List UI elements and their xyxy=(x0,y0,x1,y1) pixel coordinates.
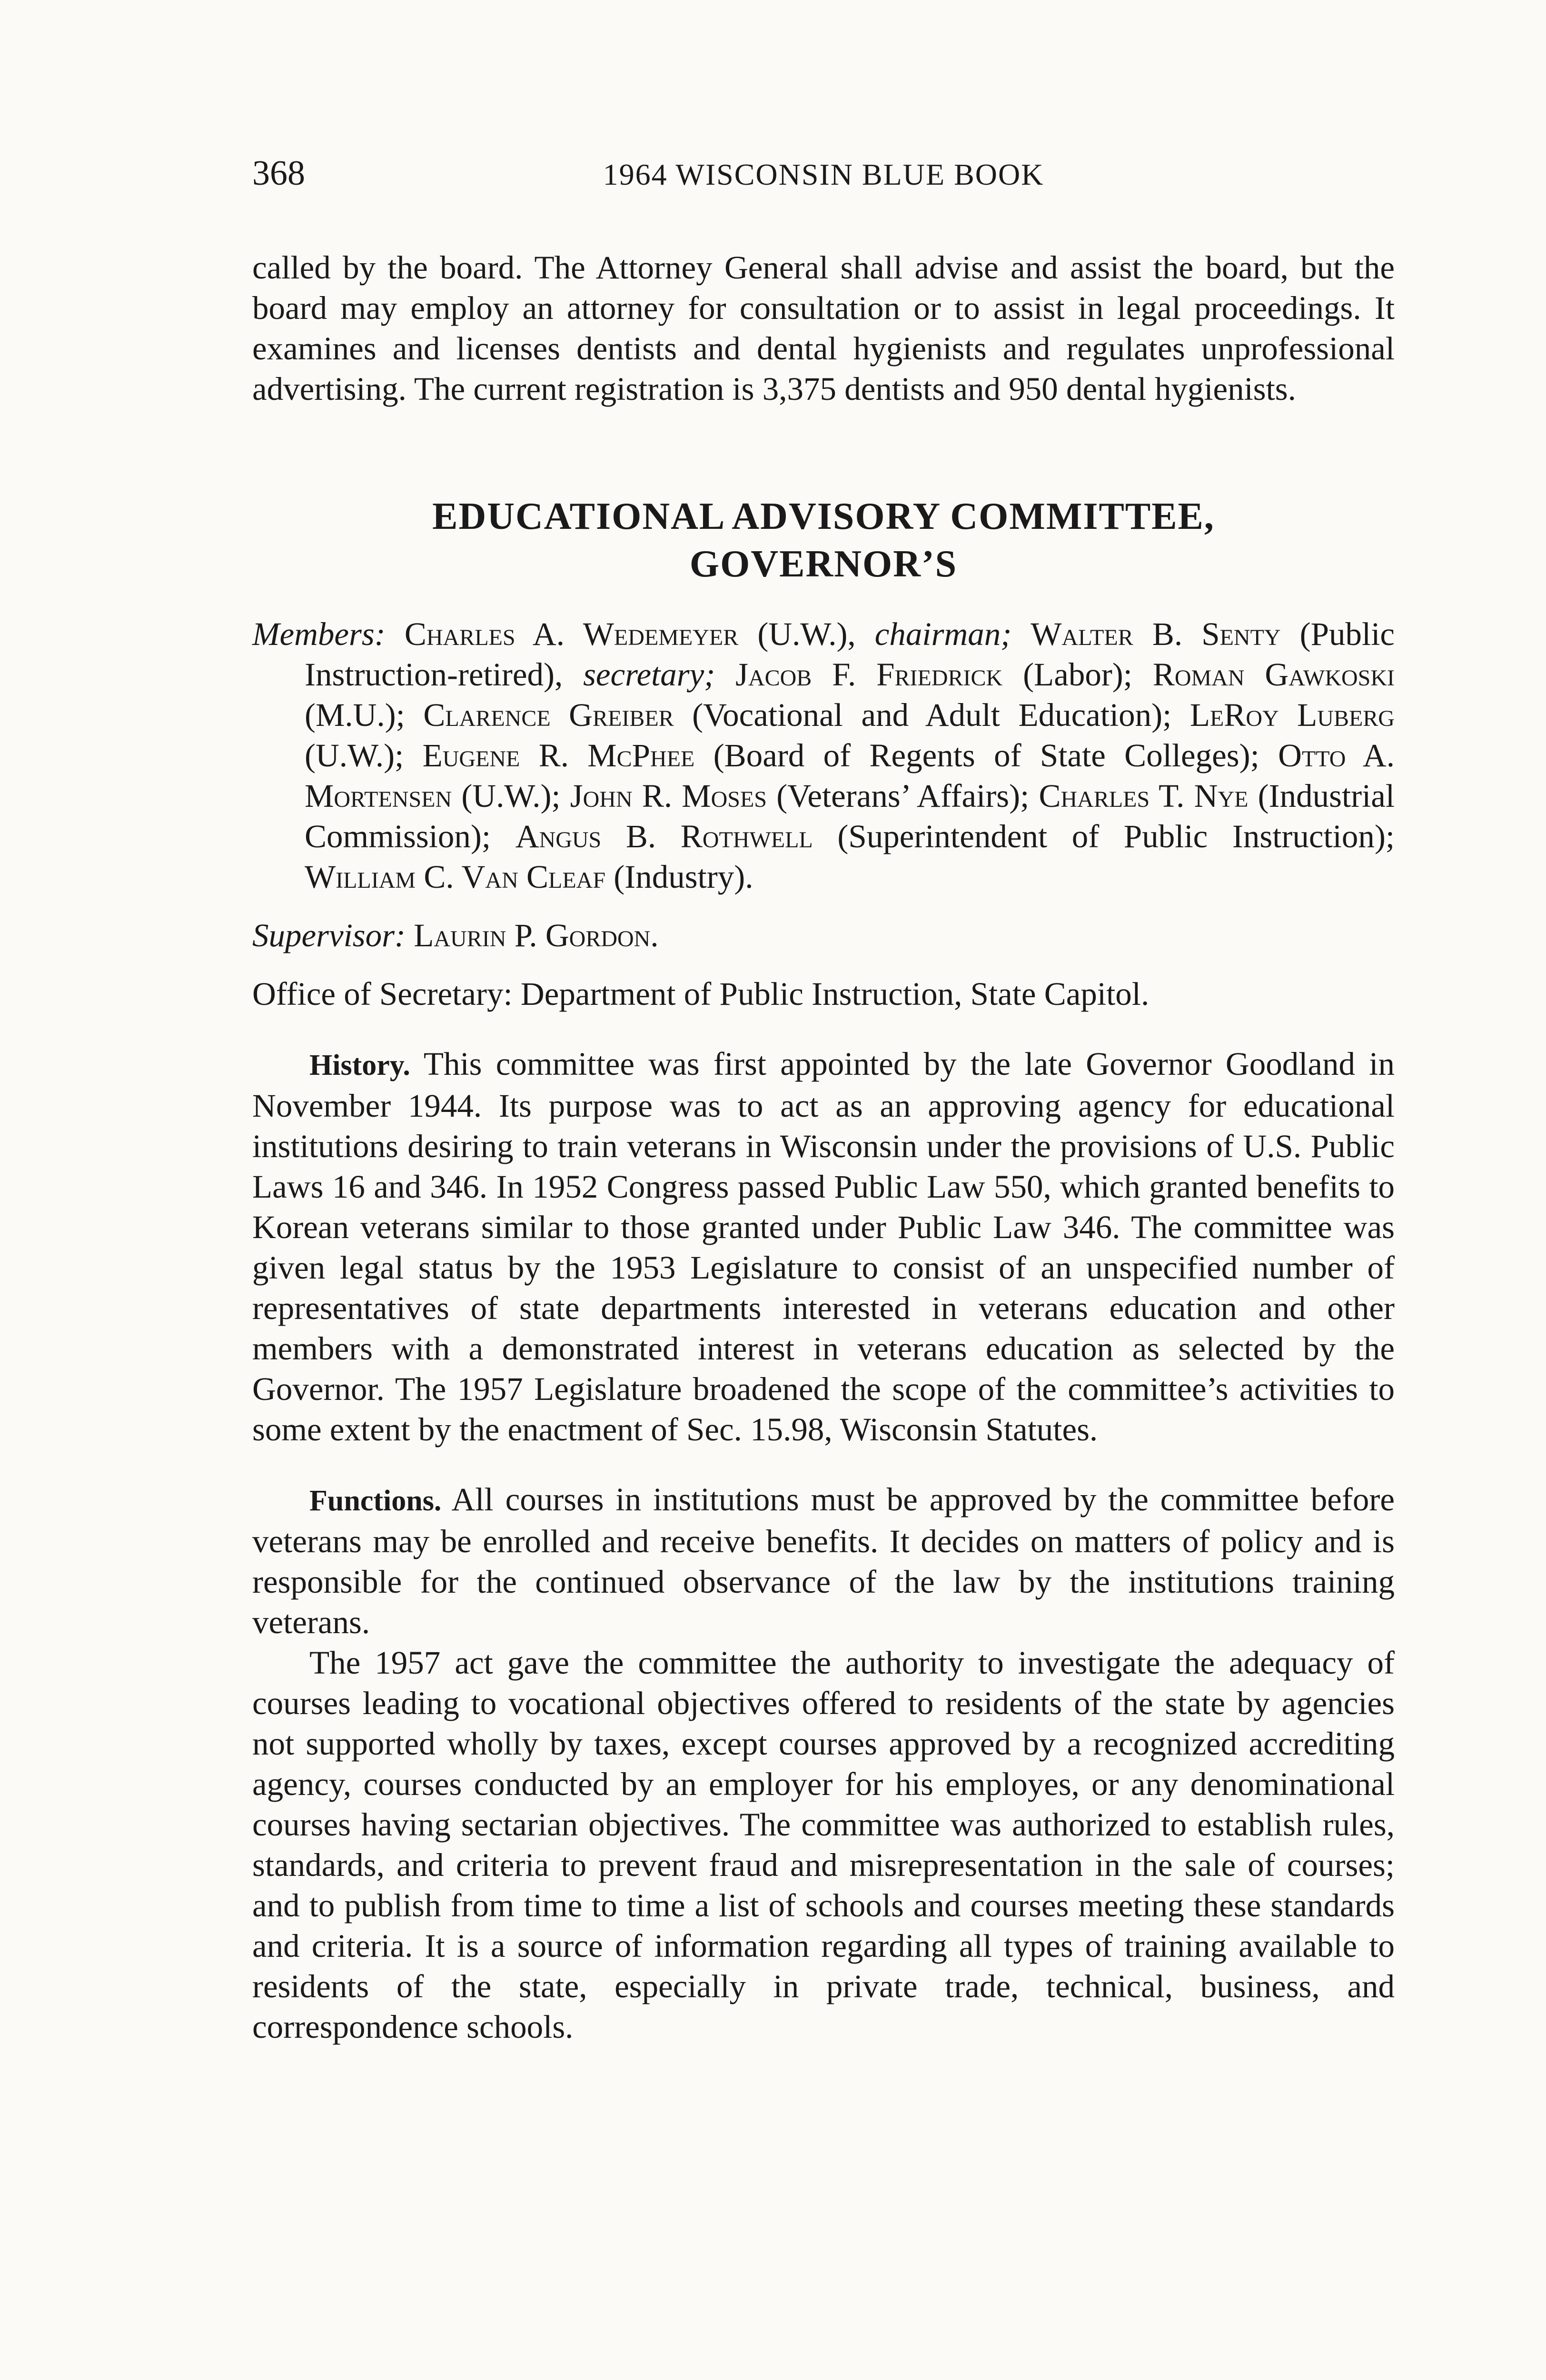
section-title-line1: EDUCATIONAL ADVISORY COMMITTEE, xyxy=(432,496,1215,537)
member-affiliation: (Industry). xyxy=(614,859,753,895)
member-name: Charles A. Wedemeyer xyxy=(404,616,739,652)
member-role: chairman; xyxy=(874,616,1012,652)
section-title-line2: GOVERNOR’S xyxy=(689,543,958,585)
member-affiliation: (U.W.), xyxy=(757,616,875,652)
member-name: William C. Van Cleaf xyxy=(305,859,606,895)
member-name: LeRoy Luberg xyxy=(1189,697,1395,733)
history-heading: History. xyxy=(309,1049,410,1081)
member-name: Charles T. Nye xyxy=(1039,778,1249,814)
member-name: Jacob F. Friedrick xyxy=(735,656,1003,693)
supervisor-label: Supervisor: xyxy=(252,917,406,953)
section-title xyxy=(252,493,1395,588)
supervisor-line xyxy=(252,915,1395,956)
member-affiliation: (M.U.); xyxy=(305,697,424,733)
members-paragraph xyxy=(252,614,1395,897)
functions-paragraph xyxy=(252,1479,1395,1643)
office-line: Office of Secretary: Department of Public Instruction, State Capitol. xyxy=(252,976,1150,1012)
member-name: Roman Gawkoski xyxy=(1152,656,1395,693)
supervisor-name: Laurin P. Gordon. xyxy=(414,917,659,953)
member-affiliation: (Veterans’ Affairs); xyxy=(776,778,1039,814)
member-name: John R. Moses xyxy=(570,778,767,814)
member-name: Otto A. Mortensen xyxy=(305,737,1395,814)
member-name: Clarence Greiber xyxy=(423,697,674,733)
history-text: This committee was first appointed by the late Governor Goodland in November 1944. Its purpose was to act as an approving agency for educational institutions desiring to train veterans in Wisconsin under the provisions of U.S. Public Laws 16 and 346. In 1952 Congress passed Public Law 550, which granted benefits to Korean veterans similar to those granted under Public Law 346. The committee was given legal status by the 1953 Legislature to consist of an unspecified number of representatives of state departments interested in veterans education and other members with a demonstrated interest in veterans education as selected by the Governor. The 1957 Legislature broadened the scope of the committee’s activities to some extent by the enactment of Sec. 15.98, Wisconsin Statutes. xyxy=(252,1046,1395,1448)
member-affiliation: (Superintendent of Public Instruction); xyxy=(837,818,1395,854)
member-affiliation: (U.W.); xyxy=(305,737,423,774)
functions-paragraph-2: The 1957 act gave the committee the authority to investigate the adequacy of courses leading to vocational objectives offered to residents of the state by agencies not supported wholly by taxes, except courses approved by a recognized accrediting agency, courses conducted by an employer for his employes, or any denominational courses having sectarian objectives. The committee was authorized to establish rules, standards, and criteria to prevent fraud and misrepresentation in the sale of courses; and to publish from time to time a list of schools and courses meeting these standards and criteria. It is a source of information regarding all types of training available to residents of the state, especially in private trade, technical, business, and correspondence schools. xyxy=(252,1645,1395,2045)
member-name: Angus B. Rothwell xyxy=(515,818,813,854)
functions-text: All courses in institutions must be approved by the committee before veterans may be enrolled and receive benefits. It decides on matters of policy and is responsible for the continued observance of the law by the institutions training veterans. xyxy=(252,1481,1395,1640)
history-paragraph xyxy=(252,1044,1395,1450)
intro-paragraph: called by the board. The Attorney General shall advise and assist the board, but the board may employ an attorney for consultation or to assist in legal proceedings. It examines and licenses dentists and dental hygienists and regulates unprofessional advertising. The current registration is 3,375 dentists and 950 dental hygienists. xyxy=(252,249,1395,407)
page-header xyxy=(252,153,1395,196)
member-name: Walter B. Senty xyxy=(1031,616,1281,652)
member-affiliation: (Labor); xyxy=(1023,656,1153,693)
member-affiliation: (U.W.); xyxy=(461,778,570,814)
member-affiliation: (Industrial Commission); xyxy=(305,778,1395,854)
page-body xyxy=(252,248,1395,2047)
member-affiliation: (Public Instruction-retired), xyxy=(305,616,1395,693)
members-label: Members: xyxy=(252,616,386,652)
member-affiliation: (Vocational and Adult Education); xyxy=(692,697,1190,733)
functions-heading: Functions. xyxy=(309,1485,442,1517)
member-affiliation: (Board of Regents of State Colleges); xyxy=(713,737,1278,774)
member-role: secretary; xyxy=(583,656,715,693)
member-name: Eugene R. McPhee xyxy=(422,737,695,774)
running-title: 1964 WISCONSIN BLUE BOOK xyxy=(603,158,1044,191)
page-number: 368 xyxy=(252,154,305,193)
